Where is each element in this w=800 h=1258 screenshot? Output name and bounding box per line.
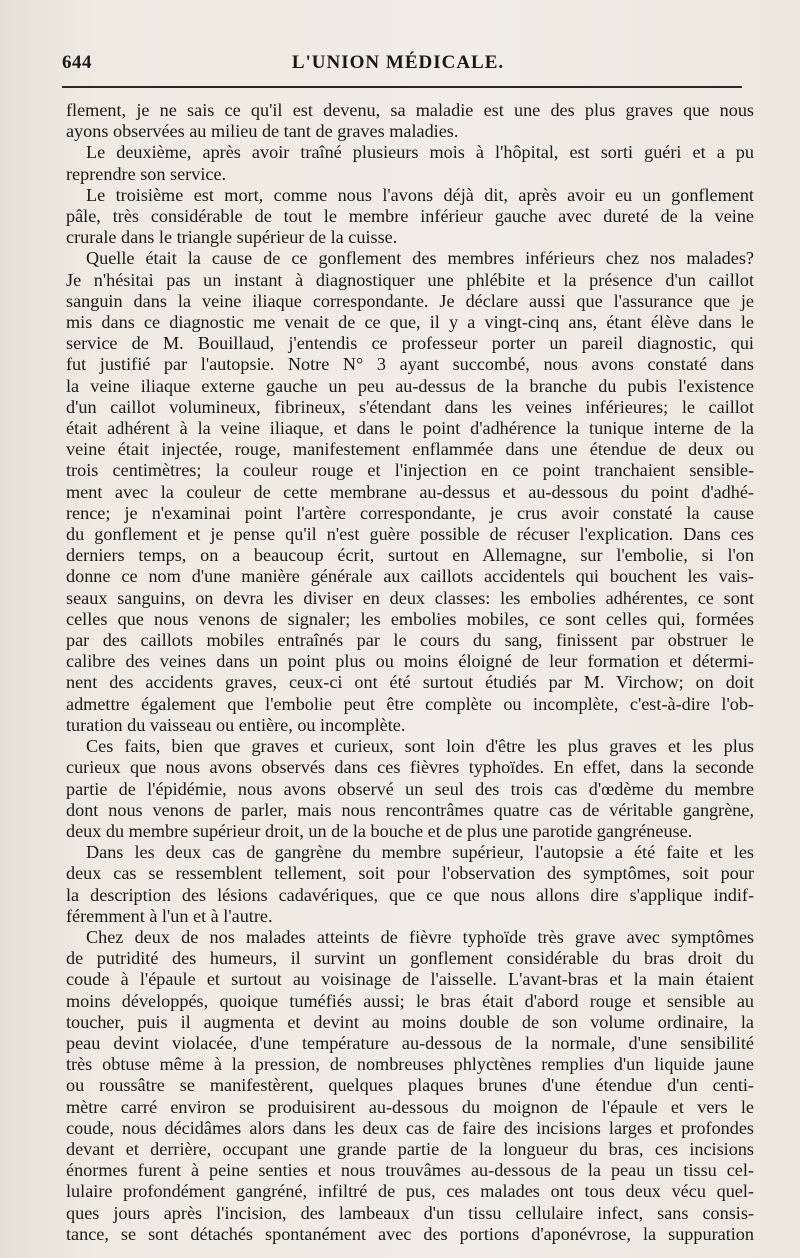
header-rule	[62, 86, 742, 88]
text-line: curieux que nous avons observés dans ces fièvres typhoïdes. En effet, dans la seconde	[66, 757, 754, 778]
text-line: donne ce nom d'une manière générale aux caillots accidentels qui bouchent les vais-	[66, 566, 754, 587]
text-line: admettre également que l'embolie peut être complète ou incomplète, c'est-à-dire l'ob-	[66, 693, 754, 714]
paragraph	[66, 185, 754, 249]
paragraph	[66, 248, 754, 736]
text-line: tance, se sont détachés spontanément avec des portions d'aponévrose, la suppuration	[66, 1223, 754, 1244]
text-line: deux du membre supérieur droit, un de la bouche et de plus une parotide gangréneuse.	[66, 820, 693, 841]
text-line: pâle, très considérable de tout le membre inférieur gauche avec dureté de la veine	[66, 206, 754, 227]
text-line: moins développés, quoique tuméfiés aussi; le bras était d'abord rouge et sensible au	[66, 990, 754, 1011]
text-line: deux cas se ressemblent tellement, soit pour l'observation des symptômes, soit pour	[66, 863, 754, 884]
text-line: ou roussâtre se manifestèrent, quelques plaques brunes d'une étendue d'un centi-	[66, 1075, 754, 1096]
text-line: lulaire profondément gangréné, infiltré de pus, ces malades ont tous deux vécu quel-	[66, 1181, 754, 1202]
text-line: veine était injectée, rouge, manifestement enflammée dans une étendue de deux ou	[66, 439, 754, 460]
text-line: Le deuxième, après avoir traîné plusieurs mois à l'hôpital, est sorti guéri et a pu	[86, 142, 754, 163]
text-line: ques jours après l'incision, des lambeaux d'un tissu cellulaire infect, sans consis-	[66, 1202, 754, 1223]
text-line: peau devint violacée, d'une température au-dessous de la normale, d'une sensibilité	[66, 1032, 754, 1053]
running-head: L'UNION MÉDICALE.	[291, 52, 505, 73]
text-line: devant et derrière, occupant une grande partie de la longueur du bras, ces incisions	[66, 1138, 754, 1159]
text-line: la veine iliaque externe gauche un peu au-dessus de la branche du pubis l'existence	[66, 375, 754, 396]
paragraph	[66, 736, 754, 842]
text-line: trois centimètres; la couleur rouge et l'injection en ce point tranchaient sensible-	[66, 460, 754, 481]
text-line: turation du vaisseau ou entière, ou incomplète.	[66, 714, 406, 735]
text-line: Je n'hésitai pas un instant à diagnostiquer une phlébite et la présence d'un caillot	[66, 269, 754, 290]
text-line: très obtuse même à la pression, de nombreuses phlyctènes remplies d'un liquide jaune	[66, 1054, 754, 1075]
text-line: de putridité des humeurs, il survint un gonflement considérable du bras droit du	[66, 948, 754, 969]
text-line: la description des lésions cadavériques, que ce que nous allons dire s'applique indif-	[66, 884, 754, 905]
text-line: reprendre son service.	[66, 163, 227, 184]
body-text	[66, 100, 754, 1245]
text-line: fut justifié par l'autopsie. Notre N° 3 ayant succombé, nous avons constaté dans	[66, 354, 754, 375]
text-line: Chez deux de nos malades atteints de fièvre typhoïde très grave avec symptômes	[86, 926, 754, 947]
text-line: d'un caillot volumineux, fibrineux, s'étendant dans les veines inférieures; le caillot	[66, 396, 754, 417]
text-line: féremment à l'un et à l'autre.	[66, 905, 273, 926]
page-number: 644	[62, 52, 92, 73]
text-line: Le troisième est mort, comme nous l'avons déjà dit, après avoir eu un gonflement	[86, 184, 754, 205]
text-line: coude, nous décidâmes alors dans les deux cas de faire des incisions larges et profondes	[66, 1117, 754, 1138]
text-line: Ces faits, bien que graves et curieux, sont loin d'être les plus graves et les plus	[86, 736, 754, 757]
text-line: mis dans ce diagnostic me venait de ce que, il y a vingt-cinq ans, étant élève dans le	[66, 312, 754, 333]
text-line: Dans les deux cas de gangrène du membre supérieur, l'autopsie a été faite et les	[86, 842, 754, 863]
text-line: dont nous venons de parler, mais nous rencontrâmes quatre cas de véritable gangrène,	[66, 799, 754, 820]
text-line: énormes furent à peine senties et nous trouvâmes au-dessous de la peau un tissu cel-	[66, 1160, 754, 1181]
text-line: seaux sanguins, on devra les diviser en deux classes: les embolies adhérentes, ce sont	[66, 587, 754, 608]
paragraph	[66, 842, 754, 927]
text-line: coude à l'épaule et surtout au voisinage de l'aisselle. L'avant-bras et la main étaient	[66, 969, 754, 990]
text-line: ayons observées au milieu de tant de graves maladies.	[66, 121, 459, 142]
text-line: sanguin dans la veine iliaque correspondante. Je déclare aussi que l'assurance que je	[66, 290, 754, 311]
text-line: crurale dans le triangle supérieur de la cuisse.	[66, 227, 398, 248]
text-line: rence; je n'examinai point l'artère correspondante, je crus avoir constaté la cause	[66, 502, 754, 523]
page-header	[62, 52, 734, 80]
text-line: celles que nous venons de signaler; les embolies mobiles, ce sont celles qui, formées	[66, 608, 754, 629]
text-line: mètre carré environ se produisirent au-dessous du moignon de l'épaule et vers le	[66, 1096, 754, 1117]
text-line: derniers temps, on a beaucoup écrit, surtout en Allemagne, sur l'embolie, si l'on	[66, 545, 754, 566]
text-line: calibre des veines dans un point plus ou moins éloigné de leur formation et détermi-	[66, 651, 754, 672]
paragraph	[66, 142, 754, 184]
text-line: service de M. Bouillaud, j'entendis ce professeur porter un pareil diagnostic, qui	[66, 333, 754, 354]
text-line: partie de l'épidémie, nous avons observé un seul des trois cas d'œdème du membre	[66, 778, 754, 799]
text-line: toucher, puis il augmenta et devint au moins double de son volume ordinaire, la	[66, 1011, 754, 1032]
text-line: flement, je ne sais ce qu'il est devenu, sa maladie est une des plus graves que nous	[66, 100, 754, 120]
paragraph	[66, 100, 754, 142]
text-line: par des caillots mobiles entraînés par le cours du sang, finissent par obstruer le	[66, 630, 754, 651]
text-line: du gonflement et je pense qu'il n'est guère possible de récuser l'explication. Dans ces	[66, 524, 754, 545]
text-line: était adhérent à la veine iliaque, et dans le point d'adhérence la tunique interne de la	[66, 418, 754, 439]
text-line: nent des accidents graves, ceux-ci ont été surtout étudiés par M. Virchow; on doit	[66, 672, 754, 693]
paragraph	[66, 927, 754, 1245]
text-line: ment avec la couleur de cette membrane au-dessus et au-dessous du point d'adhé-	[66, 481, 754, 502]
text-line: Quelle était la cause de ce gonflement des membres inférieurs chez nos malades?	[86, 248, 754, 269]
